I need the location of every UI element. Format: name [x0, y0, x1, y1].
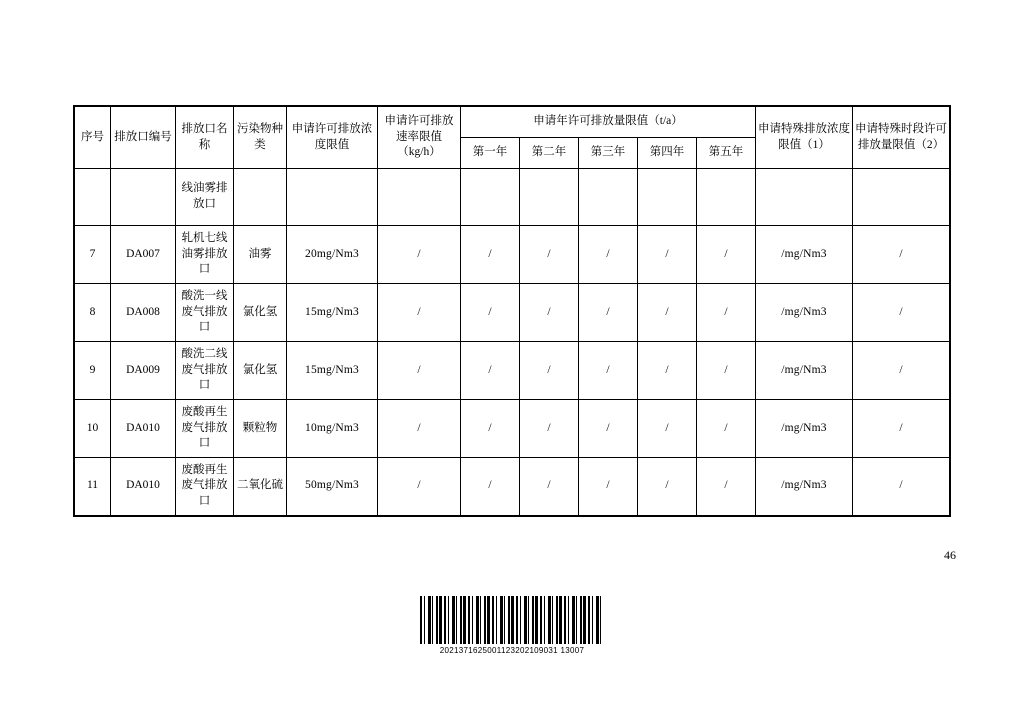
barcode-bars	[420, 596, 604, 644]
cell-year-5: /	[697, 400, 756, 458]
column-header-special-concentration: 申请特殊排放浓度限值（1）	[756, 106, 853, 169]
cell-seq: 8	[74, 284, 111, 342]
cell-year-3: /	[579, 400, 638, 458]
cell-special-concentration: /mg/Nm3	[756, 400, 853, 458]
cell-pollutant: 颗粒物	[234, 400, 287, 458]
cell-outlet-code: DA010	[111, 458, 176, 516]
cell-year-3: /	[579, 342, 638, 400]
cell-seq	[74, 169, 111, 226]
cell-special-period: /	[853, 226, 951, 284]
table-row	[74, 458, 950, 516]
cell-special-concentration	[756, 169, 853, 226]
cell-concentration-limit: 20mg/Nm3	[287, 226, 378, 284]
cell-special-concentration: /mg/Nm3	[756, 342, 853, 400]
cell-seq: 10	[74, 400, 111, 458]
cell-year-3	[579, 169, 638, 226]
cell-year-1: /	[461, 342, 520, 400]
cell-year-4: /	[638, 458, 697, 516]
cell-special-concentration: /mg/Nm3	[756, 284, 853, 342]
table-row	[74, 226, 950, 284]
cell-year-4: /	[638, 342, 697, 400]
table-row	[74, 342, 950, 400]
cell-rate-limit: /	[378, 284, 461, 342]
cell-rate-limit: /	[378, 226, 461, 284]
column-header-year-1: 第一年	[461, 138, 520, 169]
cell-seq: 11	[74, 458, 111, 516]
cell-year-5: /	[697, 284, 756, 342]
table-header-row-1	[74, 106, 950, 138]
cell-concentration-limit: 10mg/Nm3	[287, 400, 378, 458]
cell-year-2: /	[520, 284, 579, 342]
cell-year-5: /	[697, 458, 756, 516]
column-header-annual-group: 申请年许可排放量限值（t/a）	[461, 106, 756, 138]
cell-year-1: /	[461, 226, 520, 284]
cell-special-period: /	[853, 400, 951, 458]
cell-year-4: /	[638, 400, 697, 458]
cell-year-2: /	[520, 400, 579, 458]
cell-special-concentration: /mg/Nm3	[756, 226, 853, 284]
barcode-number: 2021371625001123202109031 13007	[439, 646, 585, 655]
cell-rate-limit: /	[378, 458, 461, 516]
cell-outlet-name: 线油雾排放口	[176, 169, 234, 226]
cell-pollutant	[234, 169, 287, 226]
cell-outlet-code: DA008	[111, 284, 176, 342]
cell-outlet-code: DA010	[111, 400, 176, 458]
column-header-seq: 序号	[74, 106, 111, 169]
emission-permit-table-container	[73, 105, 951, 517]
table-row	[74, 284, 950, 342]
cell-year-4: /	[638, 226, 697, 284]
cell-rate-limit: /	[378, 400, 461, 458]
cell-special-period	[853, 169, 951, 226]
column-header-year-5: 第五年	[697, 138, 756, 169]
cell-concentration-limit	[287, 169, 378, 226]
cell-special-period: /	[853, 458, 951, 516]
cell-outlet-name: 轧机七线油雾排放口	[176, 226, 234, 284]
cell-outlet-name: 酸洗二线废气排放口	[176, 342, 234, 400]
barcode	[420, 596, 604, 655]
cell-year-2: /	[520, 226, 579, 284]
cell-year-1: /	[461, 284, 520, 342]
cell-rate-limit	[378, 169, 461, 226]
table-header	[74, 106, 950, 169]
column-header-year-3: 第三年	[579, 138, 638, 169]
cell-year-5	[697, 169, 756, 226]
cell-special-period: /	[853, 284, 951, 342]
cell-year-2: /	[520, 342, 579, 400]
table-row	[74, 169, 950, 226]
cell-outlet-code	[111, 169, 176, 226]
cell-year-1: /	[461, 458, 520, 516]
cell-year-4: /	[638, 284, 697, 342]
cell-outlet-code: DA009	[111, 342, 176, 400]
cell-year-4	[638, 169, 697, 226]
cell-special-period: /	[853, 342, 951, 400]
cell-year-3: /	[579, 458, 638, 516]
cell-year-5: /	[697, 342, 756, 400]
column-header-rate-limit: 申请许可排放速率限值（kg/h）	[378, 106, 461, 169]
cell-pollutant: 油雾	[234, 226, 287, 284]
cell-concentration-limit: 15mg/Nm3	[287, 284, 378, 342]
cell-year-1	[461, 169, 520, 226]
column-header-special-period: 申请特殊时段许可排放量限值（2）	[853, 106, 951, 169]
cell-rate-limit: /	[378, 342, 461, 400]
table-body	[74, 169, 950, 516]
cell-special-concentration: /mg/Nm3	[756, 458, 853, 516]
column-header-outlet-code: 排放口编号	[111, 106, 176, 169]
cell-seq: 9	[74, 342, 111, 400]
cell-seq: 7	[74, 226, 111, 284]
cell-year-1: /	[461, 400, 520, 458]
column-header-year-2: 第二年	[520, 138, 579, 169]
cell-year-2: /	[520, 458, 579, 516]
table-row	[74, 400, 950, 458]
cell-pollutant: 二氧化硫	[234, 458, 287, 516]
cell-year-5: /	[697, 226, 756, 284]
cell-outlet-name: 酸洗一线废气排放口	[176, 284, 234, 342]
column-header-outlet-name: 排放口名称	[176, 106, 234, 169]
page-number: 46	[944, 548, 956, 562]
cell-concentration-limit: 50mg/Nm3	[287, 458, 378, 516]
cell-outlet-code: DA007	[111, 226, 176, 284]
cell-outlet-name: 废酸再生废气排放口	[176, 400, 234, 458]
column-header-year-4: 第四年	[638, 138, 697, 169]
cell-year-2	[520, 169, 579, 226]
column-header-pollutant: 污染物种类	[234, 106, 287, 169]
emission-permit-table	[73, 105, 951, 517]
cell-outlet-name: 废酸再生废气排放口	[176, 458, 234, 516]
cell-pollutant: 氯化氢	[234, 342, 287, 400]
cell-year-3: /	[579, 226, 638, 284]
column-header-concentration-limit: 申请许可排放浓度限值	[287, 106, 378, 169]
cell-pollutant: 氯化氢	[234, 284, 287, 342]
cell-concentration-limit: 15mg/Nm3	[287, 342, 378, 400]
cell-year-3: /	[579, 284, 638, 342]
